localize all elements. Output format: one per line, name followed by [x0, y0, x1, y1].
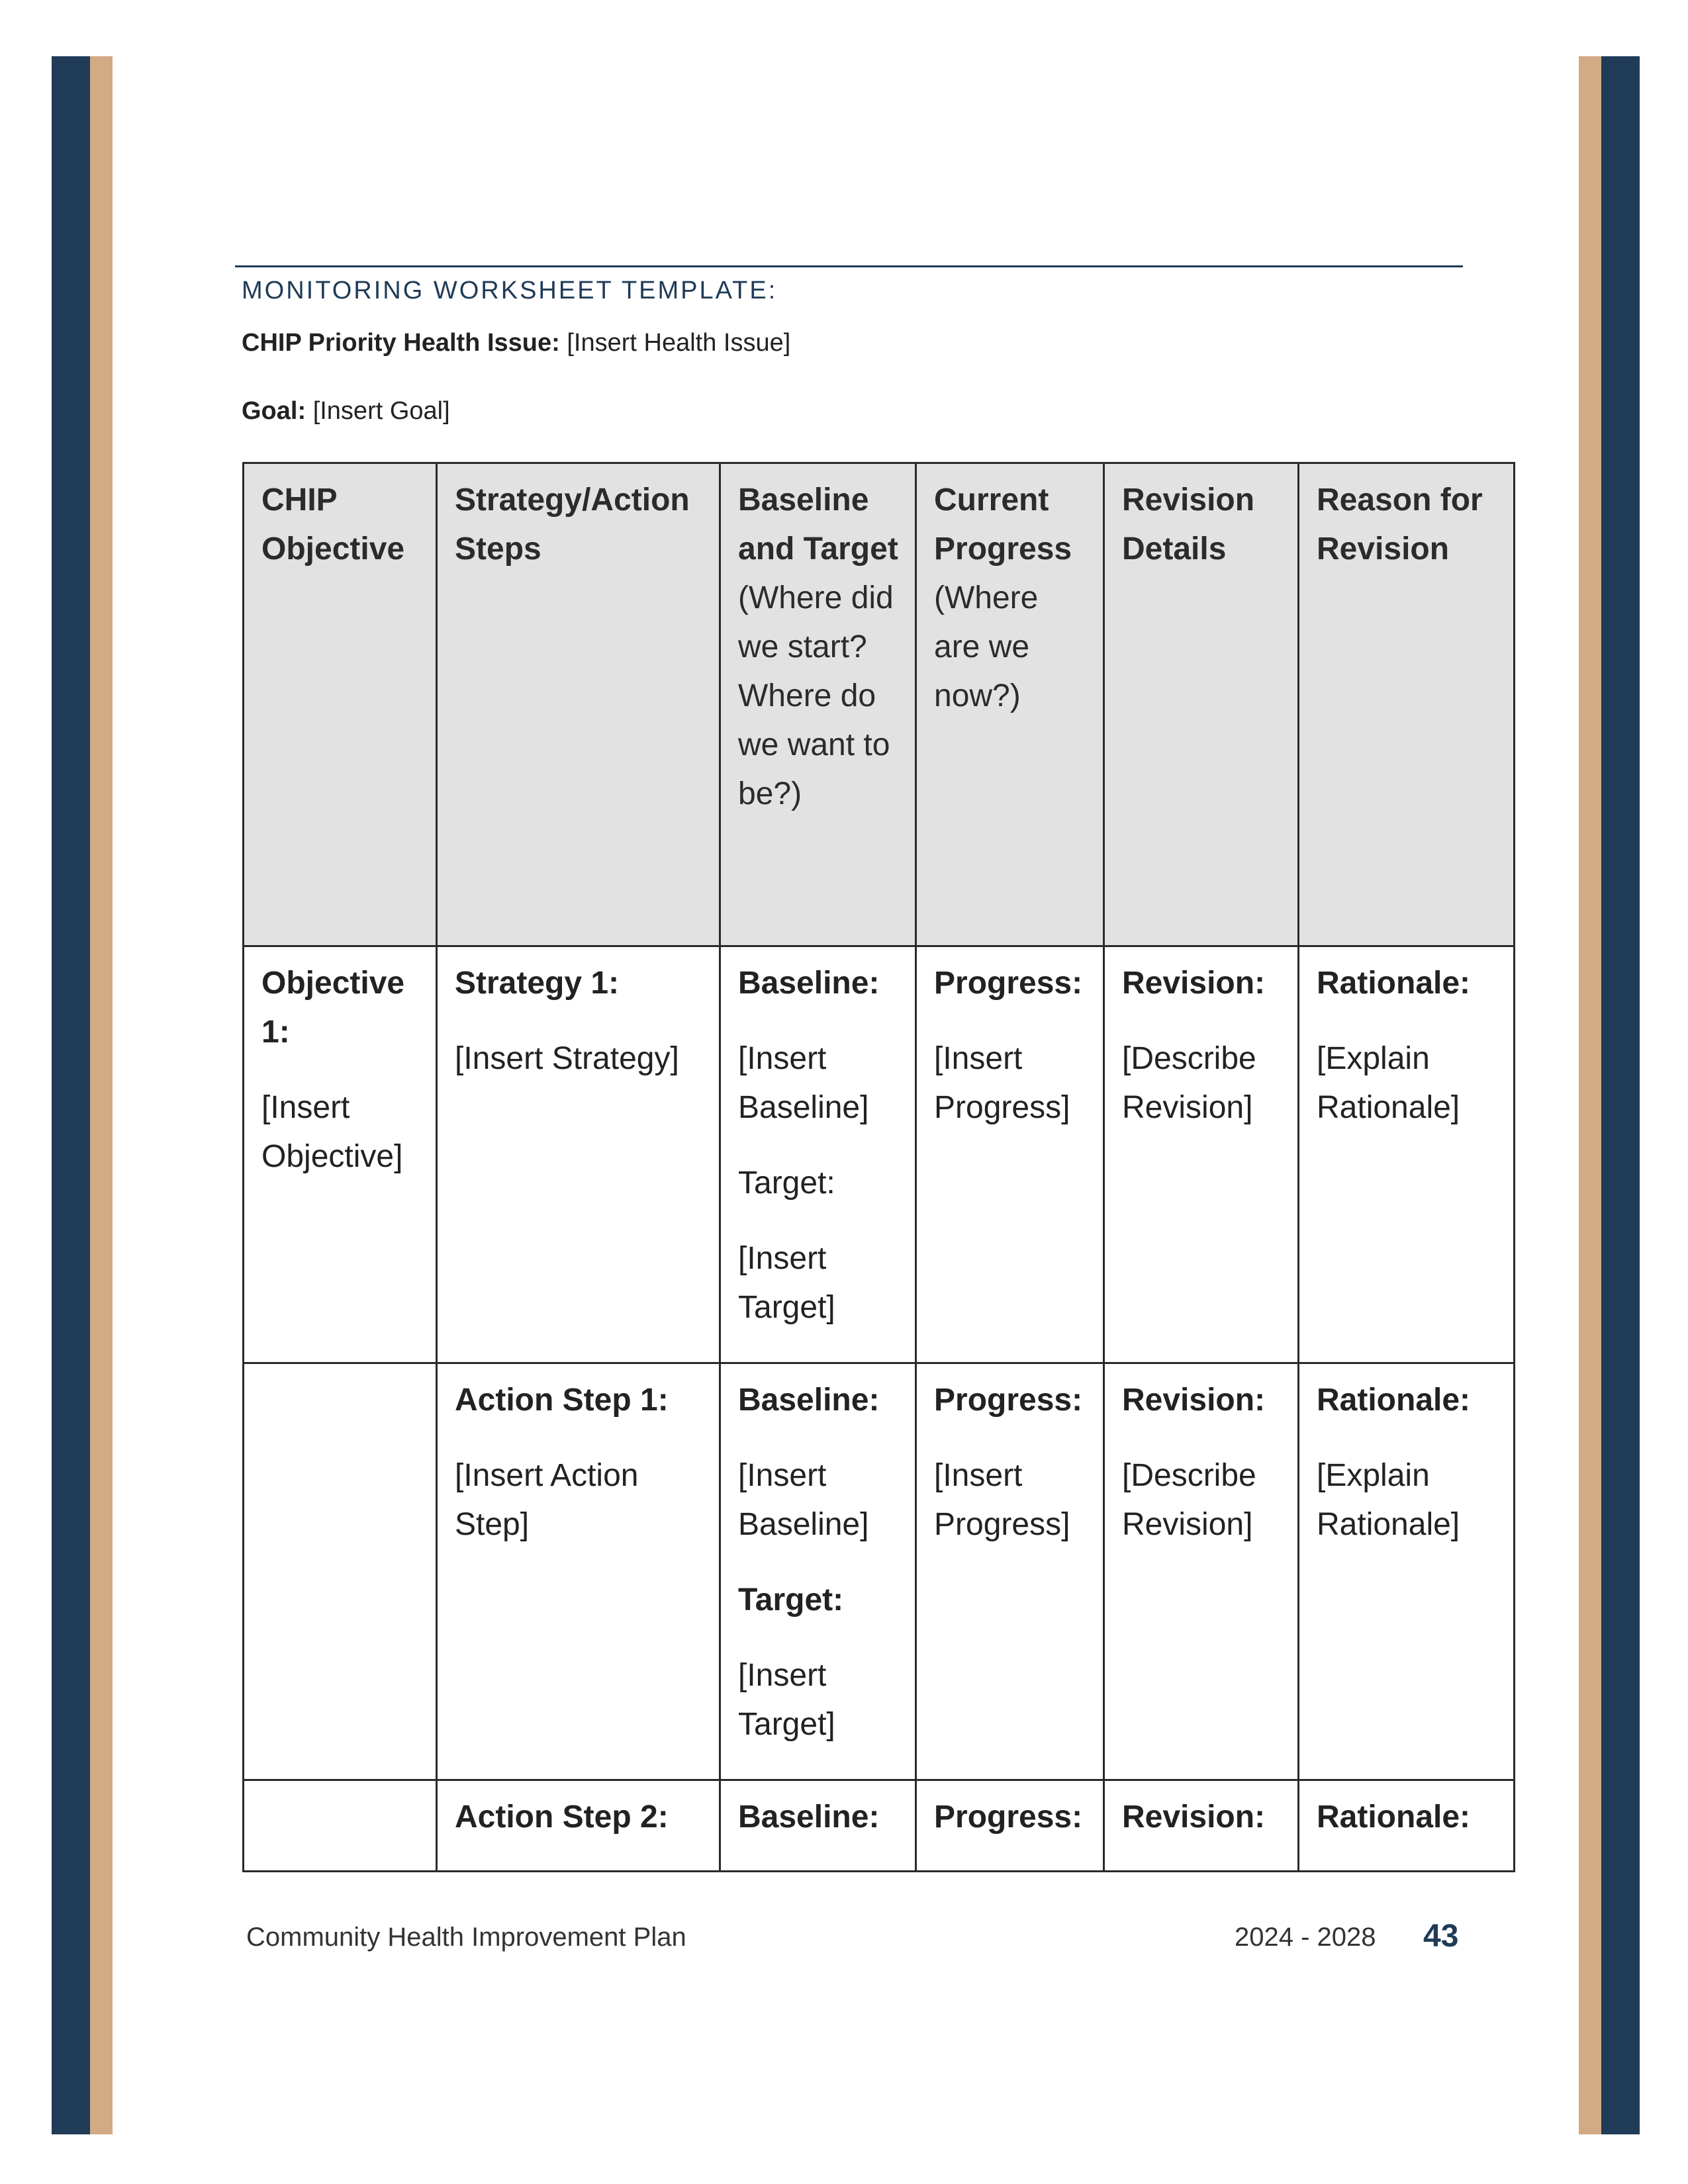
- issue-value: [Insert Health Issue]: [567, 329, 791, 357]
- progress-cell: Progress: [Insert Progress]: [916, 1363, 1104, 1780]
- baseline-target-cell: Baseline:: [720, 1780, 916, 1872]
- column-header-revision: Revision Details: [1104, 463, 1299, 946]
- right-tan-stripe: [1579, 56, 1601, 2134]
- footer-years: 2024 - 2028: [1235, 1923, 1376, 1952]
- strategy-cell: Action Step 1: [Insert Action Step]: [437, 1363, 720, 1780]
- table-row: [244, 1363, 1515, 1780]
- objective-cell: Objective 1: [Insert Objective]: [244, 946, 437, 1363]
- table-row: [244, 1780, 1515, 1872]
- footer-document-title: Community Health Improvement Plan: [246, 1923, 686, 1952]
- rationale-cell: Rationale: [Explain Rationale]: [1299, 1363, 1515, 1780]
- rationale-cell: Rationale:: [1299, 1780, 1515, 1872]
- goal-value: [Insert Goal]: [312, 397, 450, 425]
- objective-cell: [244, 1780, 437, 1872]
- progress-cell: Progress:: [916, 1780, 1104, 1872]
- table-row: [244, 946, 1515, 1363]
- column-header-strategy: Strategy/Action Steps: [437, 463, 720, 946]
- column-header-baseline-target: Baseline and Target (Where did we start? Where do we want to be?): [720, 463, 916, 946]
- priority-health-issue: [242, 329, 790, 357]
- revision-cell: Revision: [Describe Revision]: [1104, 946, 1299, 1363]
- progress-cell: Progress: [Insert Progress]: [916, 946, 1104, 1363]
- left-navy-stripe: [52, 56, 90, 2134]
- column-header-reason: Reason for Revision: [1299, 463, 1515, 946]
- revision-cell: Revision: [Describe Revision]: [1104, 1363, 1299, 1780]
- column-header-progress: Current Progress (Where are we now?): [916, 463, 1104, 946]
- baseline-target-cell: Baseline: [Insert Baseline] Target: [Insert Target]: [720, 946, 916, 1363]
- baseline-target-cell: Baseline: [Insert Baseline] Target: [Insert Target]: [720, 1363, 916, 1780]
- strategy-cell: Action Step 2:: [437, 1780, 720, 1872]
- left-tan-stripe: [90, 56, 113, 2134]
- page-number: 43: [1423, 1919, 1459, 1954]
- objective-cell: [244, 1363, 437, 1780]
- rationale-cell: Rationale: [Explain Rationale]: [1299, 946, 1515, 1363]
- table-header-row: [244, 463, 1515, 946]
- right-navy-stripe: [1601, 56, 1640, 2134]
- goal-label: Goal:: [242, 397, 306, 425]
- header-rule: [235, 265, 1463, 267]
- monitoring-worksheet-table: [242, 462, 1515, 1872]
- strategy-cell: Strategy 1: [Insert Strategy]: [437, 946, 720, 1363]
- goal-line: [242, 397, 450, 426]
- issue-label: CHIP Priority Health Issue:: [242, 329, 560, 357]
- revision-cell: Revision:: [1104, 1780, 1299, 1872]
- section-title: MONITORING WORKSHEET TEMPLATE:: [242, 277, 778, 304]
- column-header-objective: CHIP Objective: [244, 463, 437, 946]
